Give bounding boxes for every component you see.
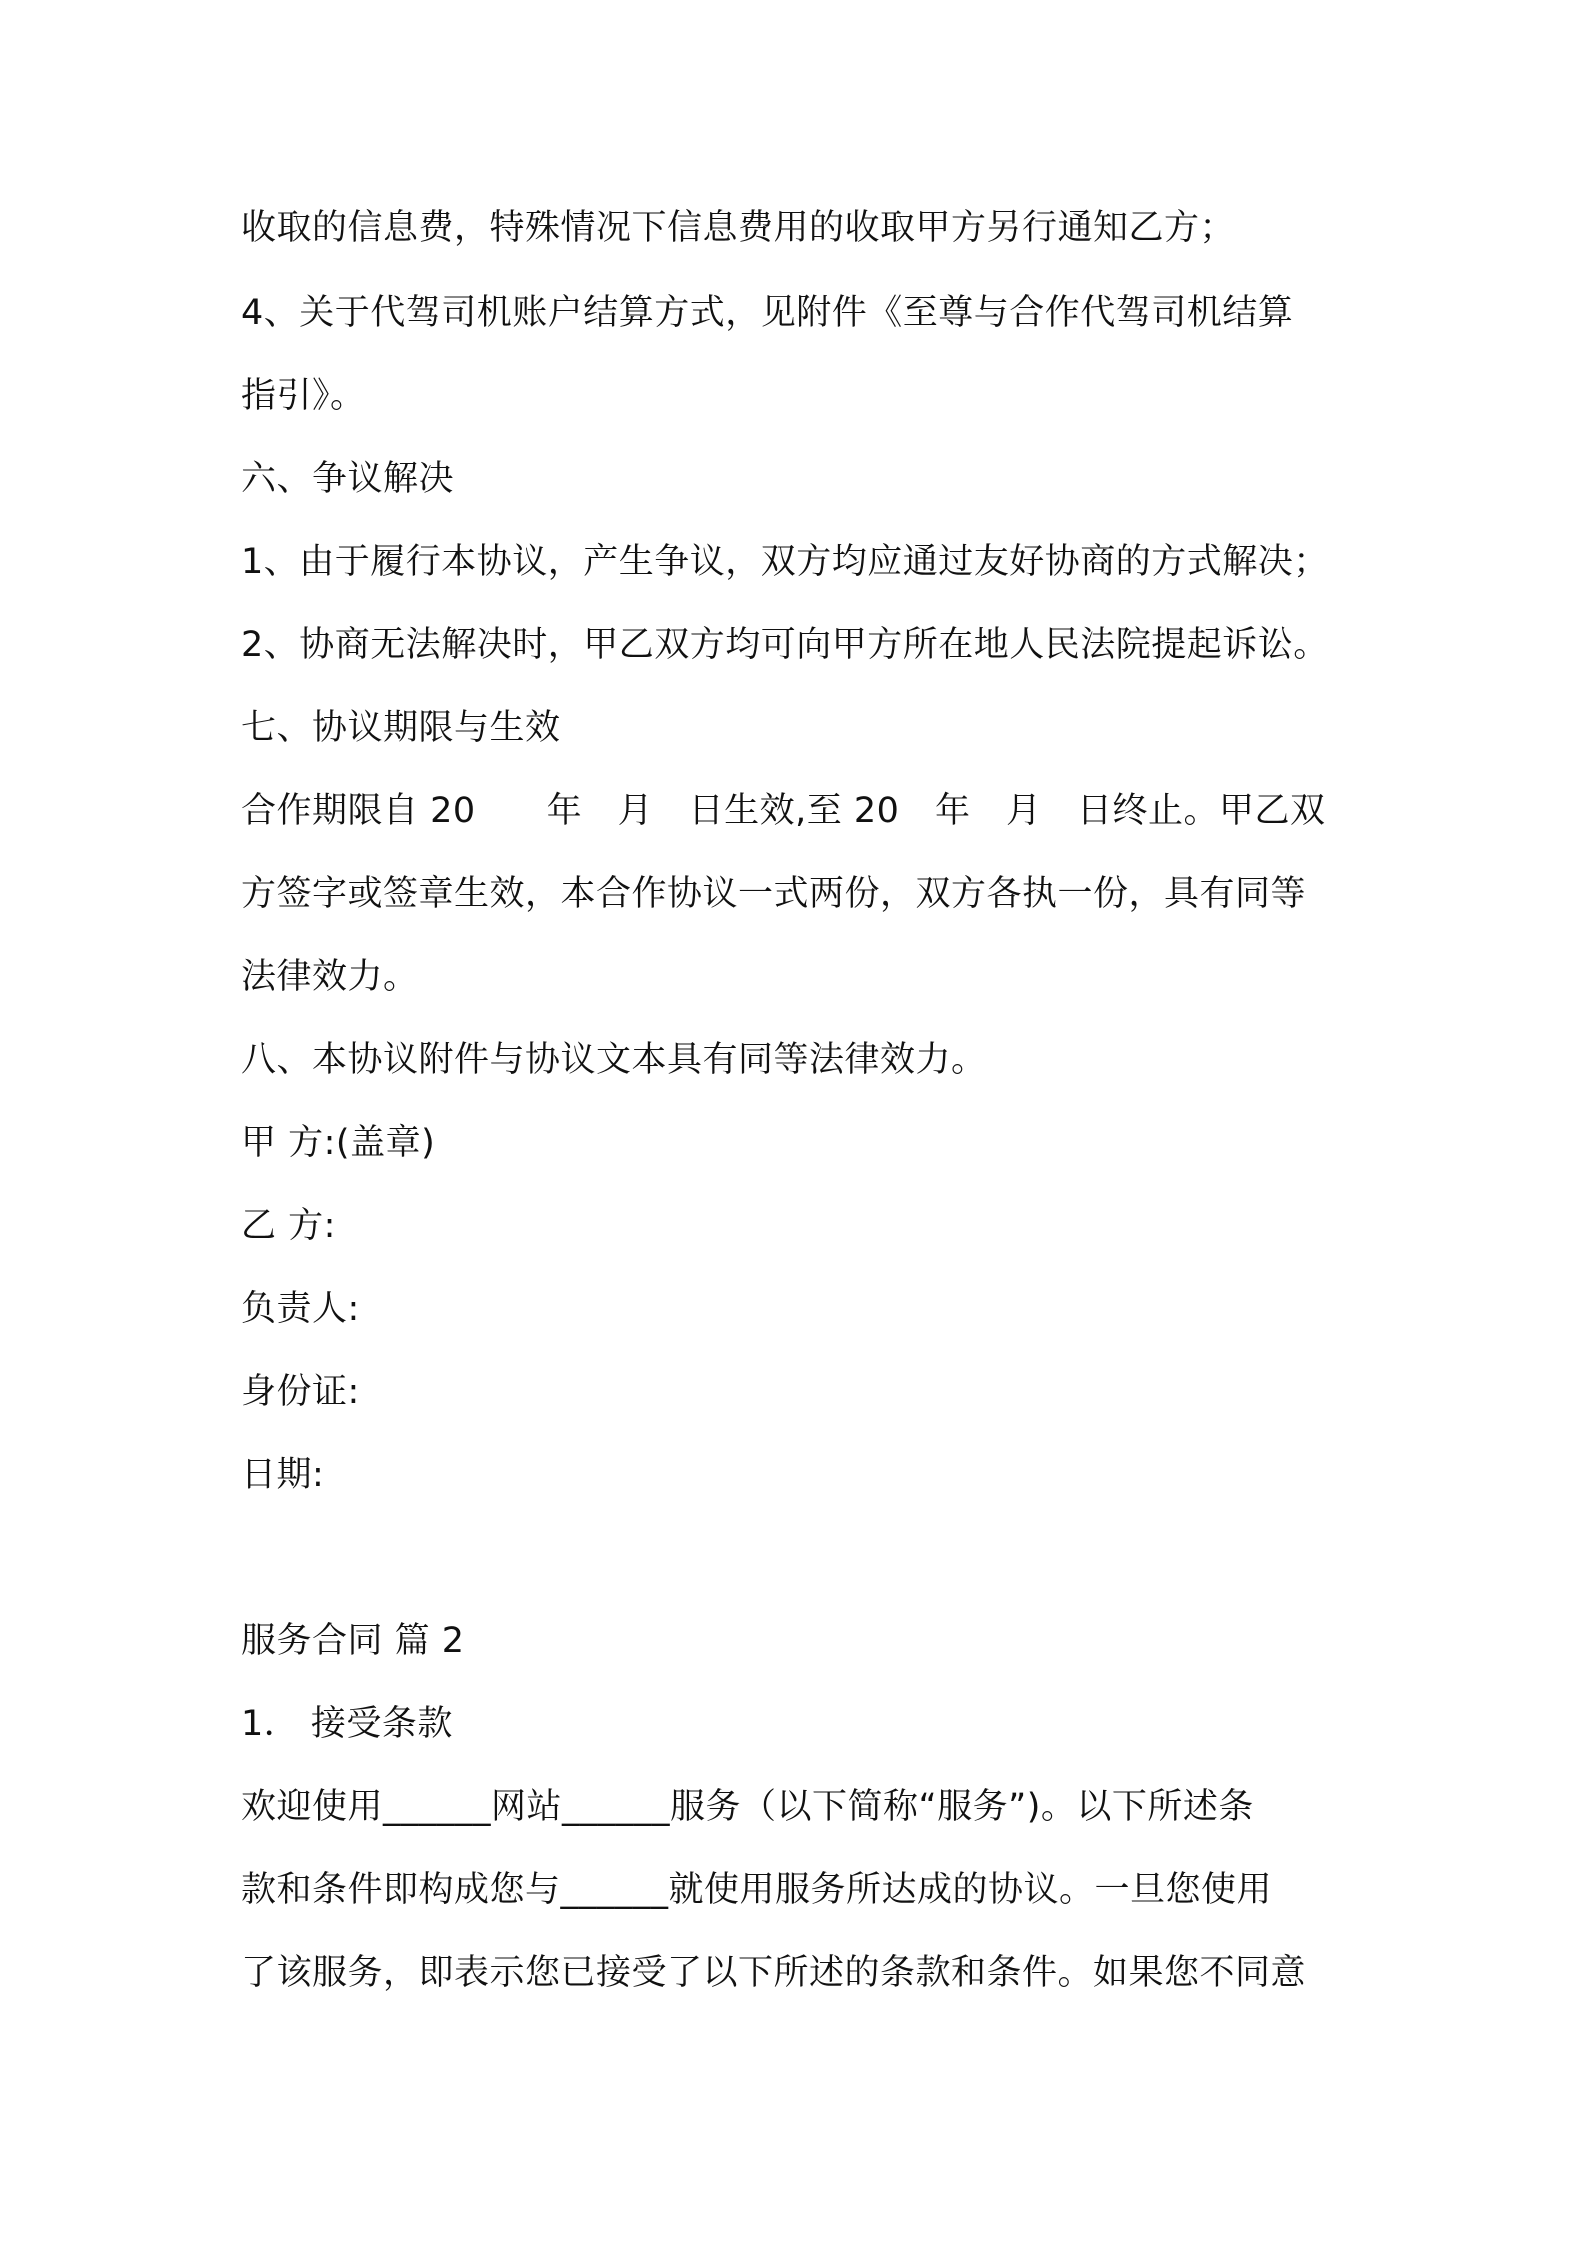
contract-title-part-2: 服务合同 篇 2 <box>241 1621 465 1661</box>
section-heading-attachment: 八、本协议附件与协议文本具有同等法律效力。 <box>241 1040 987 1080</box>
term-paragraph-line-2: 方签字或签章生效，本合作协议一式两份，双方各执一份，具有同等 <box>241 874 1307 914</box>
signature-responsible-person: 负责人: <box>241 1289 360 1329</box>
signature-date: 日期: <box>241 1455 325 1495</box>
section-heading-dispute: 六、争议解决 <box>241 459 455 499</box>
paragraph-info-fee: 收取的信息费，特殊情况下信息费用的收取甲方另行通知乙方； <box>241 208 1236 248</box>
signature-party-b: 乙 方: <box>241 1206 336 1246</box>
term-paragraph-line-1: 合作期限自 20 年 月 日生效,至 20 年 月 日终止。甲乙双 <box>241 791 1326 831</box>
dispute-clause-2: 2、协商无法解决时，甲乙双方均可向甲方所在地人民法院提起诉讼。 <box>241 625 1329 665</box>
section-heading-term: 七、协议期限与生效 <box>241 708 561 748</box>
dispute-clause-1: 1、由于履行本协议，产生争议，双方均应通过友好协商的方式解决； <box>241 542 1329 582</box>
clause-4-continuation: 指引》。 <box>241 376 366 416</box>
clause-4-settlement: 4、关于代驾司机账户结算方式，见附件《至尊与合作代驾司机结算 <box>241 293 1294 333</box>
signature-party-a: 甲 方:(盖章) <box>241 1123 436 1163</box>
clause-heading-accept-terms: 1． 接受条款 <box>241 1704 453 1744</box>
terms-paragraph-line-1: 欢迎使用______网站______服务（以下简称“服务”)。以下所述条 <box>241 1787 1254 1827</box>
signature-id-card: 身份证: <box>241 1372 360 1412</box>
terms-paragraph-line-3: 了该服务，即表示您已接受了以下所述的条款和条件。如果您不同意 <box>241 1953 1307 1993</box>
term-paragraph-line-3: 法律效力。 <box>241 957 419 997</box>
terms-paragraph-line-2: 款和条件即构成您与______就使用服务所达成的协议。一旦您使用 <box>241 1870 1273 1910</box>
